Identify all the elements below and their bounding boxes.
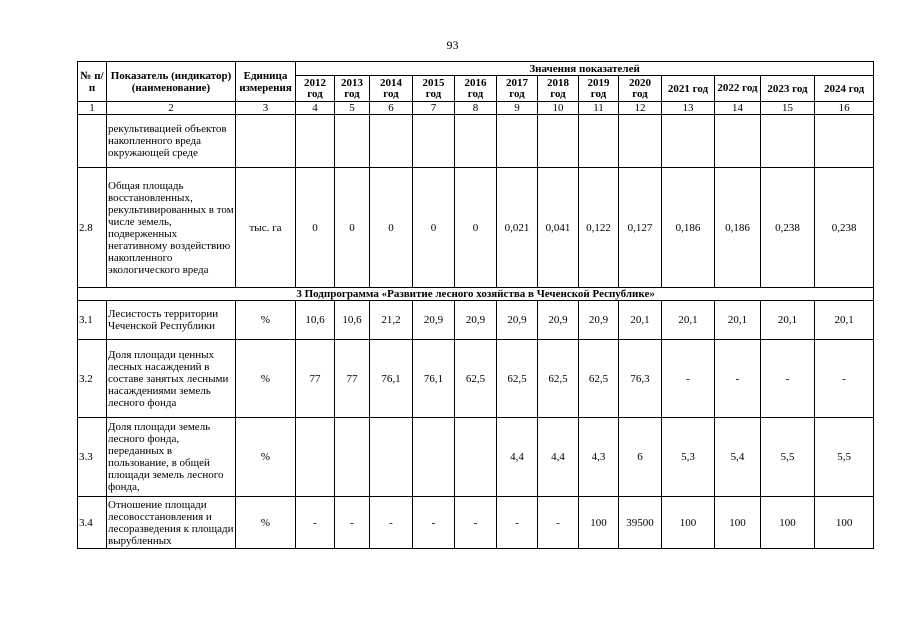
row-value: 21,2 [370, 301, 413, 340]
table-row [78, 168, 874, 288]
row-value: 76,1 [370, 340, 413, 418]
row-value: 10,6 [335, 301, 370, 340]
header-year: 2024 год [815, 76, 874, 102]
row-value: 0,186 [662, 168, 715, 288]
header-unit: Единица измерения [236, 62, 296, 102]
row-number: 3.2 [78, 340, 107, 418]
row-value: 0 [296, 168, 335, 288]
row-value: - [815, 340, 874, 418]
header-year: 2016 год [455, 76, 497, 102]
row-value [455, 115, 497, 168]
row-unit: % [236, 418, 296, 497]
row-value: 39500 [619, 497, 662, 549]
column-number: 10 [538, 102, 579, 115]
row-value [413, 418, 455, 497]
row-unit: % [236, 497, 296, 549]
header-year: 2021 год [662, 76, 715, 102]
row-number: 2.8 [78, 168, 107, 288]
row-value: 0,021 [497, 168, 538, 288]
column-number: 13 [662, 102, 715, 115]
column-number: 12 [619, 102, 662, 115]
row-unit: % [236, 340, 296, 418]
header-year: 2017 год [497, 76, 538, 102]
row-indicator-name: рекультивацией объектов накопленного вреда окружающей среде [107, 115, 236, 168]
row-value: 0 [455, 168, 497, 288]
row-value: - [538, 497, 579, 549]
row-value: 4,4 [538, 418, 579, 497]
row-indicator-name: Доля площади земель лесного фонда, переданных в пользование, в общей площади земель лесного фонда, [107, 418, 236, 497]
row-value: 20,1 [761, 301, 815, 340]
row-value: 20,1 [619, 301, 662, 340]
row-value: 77 [335, 340, 370, 418]
row-value: 0,122 [579, 168, 619, 288]
column-number: 1 [78, 102, 107, 115]
row-value: 4,4 [497, 418, 538, 497]
column-number: 4 [296, 102, 335, 115]
table-row [78, 497, 874, 549]
indicators-table [77, 61, 874, 549]
row-value: 20,9 [497, 301, 538, 340]
table-row [78, 418, 874, 497]
row-unit: тыс. га [236, 168, 296, 288]
page-number: 93 [446, 38, 459, 52]
header-year: 2023 год [761, 76, 815, 102]
row-number: 3.4 [78, 497, 107, 549]
row-value [370, 418, 413, 497]
column-number: 8 [455, 102, 497, 115]
column-number: 3 [236, 102, 296, 115]
row-value: - [715, 340, 761, 418]
row-value: 76,1 [413, 340, 455, 418]
row-value [715, 115, 761, 168]
row-value: 0 [413, 168, 455, 288]
row-value: 5,3 [662, 418, 715, 497]
row-value [497, 115, 538, 168]
row-value: - [296, 497, 335, 549]
row-value [335, 418, 370, 497]
column-number: 15 [761, 102, 815, 115]
row-value: 62,5 [455, 340, 497, 418]
row-value [662, 115, 715, 168]
row-value [335, 115, 370, 168]
row-value: - [455, 497, 497, 549]
row-value: 20,1 [715, 301, 761, 340]
row-value: 0,186 [715, 168, 761, 288]
row-value: - [662, 340, 715, 418]
header-year: 2022 год [715, 76, 761, 102]
table-row [78, 301, 874, 340]
header-indicator: Показатель (индикатор) (наименование) [107, 62, 236, 102]
row-value: 0,127 [619, 168, 662, 288]
row-value: 20,9 [579, 301, 619, 340]
row-value: 100 [662, 497, 715, 549]
row-value: 62,5 [579, 340, 619, 418]
header-year: 2013 год [335, 76, 370, 102]
row-value: 5,5 [761, 418, 815, 497]
row-value: 62,5 [497, 340, 538, 418]
row-unit [236, 115, 296, 168]
section-row [78, 288, 874, 301]
table-row [78, 115, 874, 168]
header-num: № п/п [78, 62, 107, 102]
header-year: 2012 год [296, 76, 335, 102]
column-number: 14 [715, 102, 761, 115]
column-number: 2 [107, 102, 236, 115]
column-number: 16 [815, 102, 874, 115]
column-number: 6 [370, 102, 413, 115]
row-value [815, 115, 874, 168]
row-value: 77 [296, 340, 335, 418]
column-number: 7 [413, 102, 455, 115]
row-value: - [761, 340, 815, 418]
row-value: 100 [761, 497, 815, 549]
row-value: 20,9 [413, 301, 455, 340]
section-title: 3 Подпрограмма «Развитие лесного хозяйства в Чеченской Республике» [78, 288, 874, 301]
row-value: 6 [619, 418, 662, 497]
row-value [296, 115, 335, 168]
column-number: 5 [335, 102, 370, 115]
row-value: 20,1 [815, 301, 874, 340]
row-value: 100 [815, 497, 874, 549]
header-year: 2020 год [619, 76, 662, 102]
header-year: 2018 год [538, 76, 579, 102]
row-number: 3.3 [78, 418, 107, 497]
row-value [455, 418, 497, 497]
row-value [296, 418, 335, 497]
table-row [78, 340, 874, 418]
row-value [538, 115, 579, 168]
row-value: - [335, 497, 370, 549]
row-value: 76,3 [619, 340, 662, 418]
row-value [619, 115, 662, 168]
row-value: 10,6 [296, 301, 335, 340]
row-value: 20,9 [455, 301, 497, 340]
row-value: 5,5 [815, 418, 874, 497]
row-value: 0 [370, 168, 413, 288]
row-indicator-name: Доля площади ценных лесных насаждений в составе занятых лесными насаждениями земель лесного фонда [107, 340, 236, 418]
row-number [78, 115, 107, 168]
row-indicator-name: Общая площадь восстановленных, рекультивированных в том числе земель, подверженных негативному воздействию накопленного экологического вреда [107, 168, 236, 288]
row-value: 4,3 [579, 418, 619, 497]
row-value: 0 [335, 168, 370, 288]
header-year: 2019 год [579, 76, 619, 102]
row-value: 20,1 [662, 301, 715, 340]
row-indicator-name: Лесистость территории Чеченской Республики [107, 301, 236, 340]
column-number: 11 [579, 102, 619, 115]
row-value [579, 115, 619, 168]
row-value: 20,9 [538, 301, 579, 340]
row-value: 62,5 [538, 340, 579, 418]
header-values: Значения показателей [296, 62, 874, 76]
row-value [761, 115, 815, 168]
header-year: 2014 год [370, 76, 413, 102]
row-value: 100 [715, 497, 761, 549]
row-value: - [497, 497, 538, 549]
row-value: 0,238 [815, 168, 874, 288]
row-value [370, 115, 413, 168]
row-value: 0,041 [538, 168, 579, 288]
row-value: 100 [579, 497, 619, 549]
row-value: - [413, 497, 455, 549]
row-number: 3.1 [78, 301, 107, 340]
column-number: 9 [497, 102, 538, 115]
row-value: 0,238 [761, 168, 815, 288]
header-year: 2015 год [413, 76, 455, 102]
row-unit: % [236, 301, 296, 340]
row-value [413, 115, 455, 168]
row-value: - [370, 497, 413, 549]
row-indicator-name: Отношение площади лесовосстановления и лесоразведения к площади вырубленных [108, 498, 234, 547]
row-value: 5,4 [715, 418, 761, 497]
